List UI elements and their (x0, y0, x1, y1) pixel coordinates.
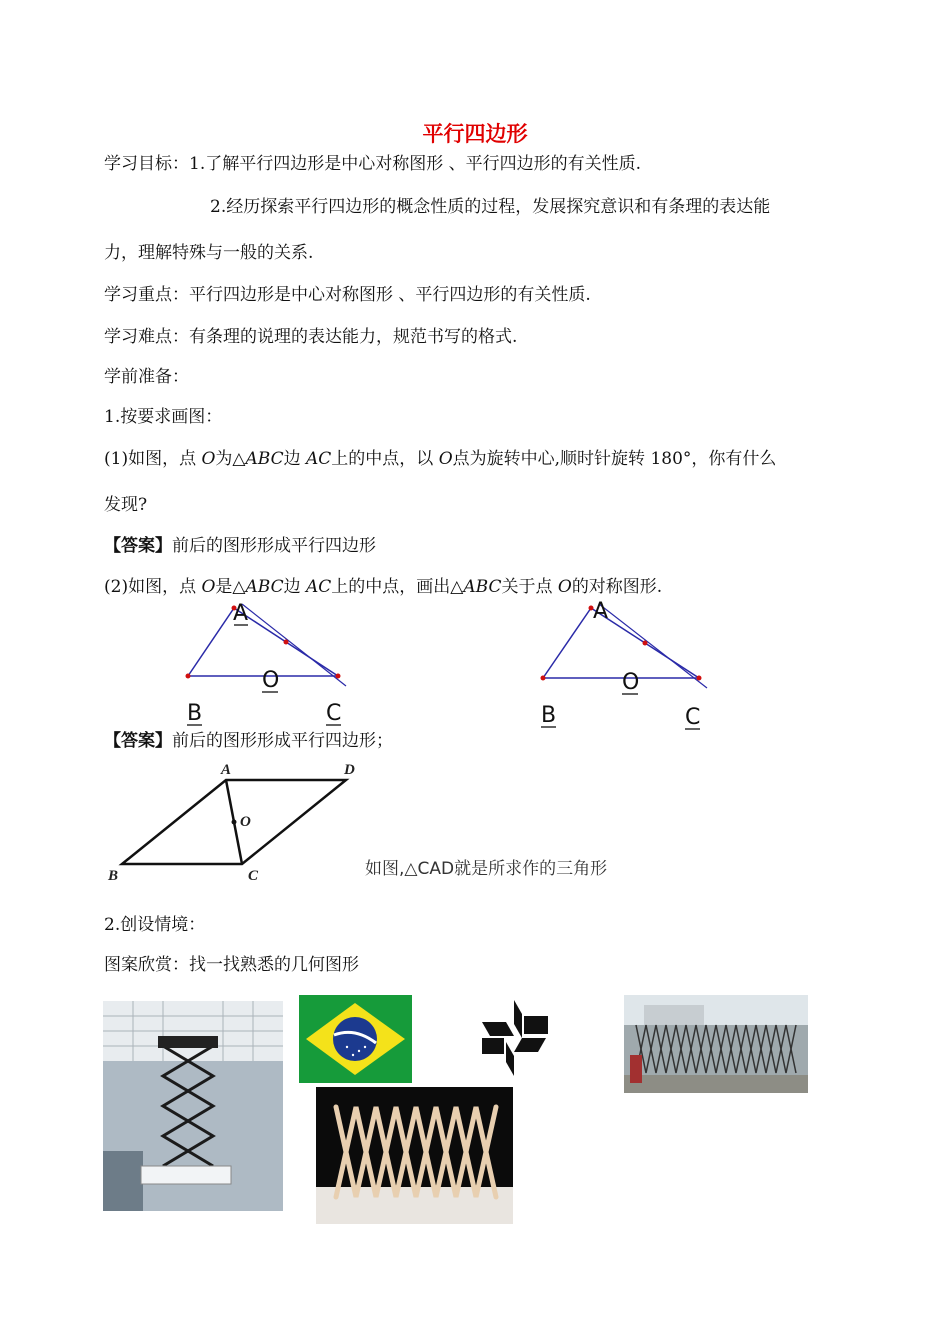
point-c (697, 676, 702, 681)
q2-text: 是△ (215, 577, 246, 597)
q2-point-o: O (201, 577, 216, 597)
point-mid (643, 641, 648, 646)
page-title: 平行四边形 (422, 122, 528, 146)
q1-text: 为△ (215, 449, 246, 469)
point-mid (284, 640, 289, 645)
triangle-figure-left (180, 598, 360, 738)
parallel-line (599, 604, 707, 688)
side-ab (543, 608, 591, 678)
label-o: O (240, 814, 251, 830)
q2-text: 的对称图形. (571, 577, 663, 597)
difficulties: 学习难点：有条理的说理的表达能力，规范书写的格式. (104, 327, 518, 347)
question-2 (104, 572, 662, 597)
label-a: A (221, 762, 232, 778)
figure-caption: 如图,△CAD就是所求作的三角形 (365, 859, 608, 879)
objective-line-1: 学习目标：1.了解平行四边形是中心对称图形 、平行四边形的有关性质. (104, 154, 642, 174)
q2-text: 关于点 (501, 577, 558, 597)
q1-point-o: O (438, 449, 453, 469)
parallel-line (242, 604, 346, 686)
q2-text: (2)如图，点 (104, 577, 202, 597)
point-c (336, 674, 341, 679)
q2-point-o: O (557, 577, 572, 597)
q2-text: 边 (283, 577, 306, 597)
brazil-flag-image (299, 995, 412, 1083)
label-b: B (187, 701, 203, 726)
point-b (541, 676, 546, 681)
key-points: 学习重点：平行四边形是中心对称图形 、平行四边形的有关性质. (104, 285, 591, 305)
label-b: B (108, 868, 119, 884)
objective-line-3: 力，理解特殊与一般的关系. (104, 243, 314, 263)
parallelogram-figure (100, 758, 660, 888)
answer-tag: 【答案】 (104, 536, 172, 556)
answer-1 (104, 531, 376, 556)
q2-triangle-abc: ABC (463, 577, 502, 597)
label-c: C (326, 701, 342, 726)
wooden-lattice-photo (316, 1087, 513, 1224)
q1-point-o: O (201, 449, 216, 469)
point-b (186, 674, 191, 679)
label-b: B (541, 703, 557, 728)
label-o: O (262, 668, 280, 693)
q1-text: 点为旋转中心,顺时针旋转 180°，你有什么 (452, 449, 777, 469)
question-1-line-2: 发现? (104, 495, 148, 515)
q2-triangle-abc: ABC (245, 577, 284, 597)
point-o (232, 820, 237, 825)
parallelogram-pattern-image (478, 998, 550, 1078)
answer-2 (104, 726, 393, 751)
section-1-heading: 1.按要求画图： (104, 407, 223, 427)
q2-text: 上的中点，画出△ (331, 577, 464, 597)
side-ab (188, 608, 234, 676)
q2-side-ac: AC (306, 577, 332, 597)
q1-text: 上的中点，以 (331, 449, 439, 469)
label-c: C (685, 705, 701, 730)
scissor-lift-projector-photo (103, 1001, 283, 1211)
answer-text: 前后的图形形成平行四边形 (172, 536, 376, 556)
answer-text: 前后的图形形成平行四边形； (172, 731, 393, 751)
triangle-figure-right (535, 598, 725, 738)
label-d: D (344, 762, 355, 778)
retractable-gate-photo (624, 995, 808, 1093)
q1-triangle-abc: ABC (245, 449, 284, 469)
objective-line-2: 2.经历探索平行四边形的概念性质的过程，发展探究意识和有条理的表达能 (210, 197, 771, 217)
label-a: A (233, 601, 249, 626)
q1-text: (1)如图，点 (104, 449, 202, 469)
question-1 (104, 444, 776, 469)
label-c: C (248, 868, 259, 884)
section-2-heading: 2.创设情境： (104, 915, 206, 935)
q1-side-ac: AC (306, 449, 332, 469)
label-a: A (593, 599, 609, 624)
patterns-heading: 图案欣赏：找一找熟悉的几何图形 (104, 955, 359, 975)
q1-text: 边 (283, 449, 306, 469)
label-o: O (622, 670, 640, 695)
answer-tag: 【答案】 (104, 731, 172, 751)
preparation-heading: 学前准备： (104, 367, 189, 387)
